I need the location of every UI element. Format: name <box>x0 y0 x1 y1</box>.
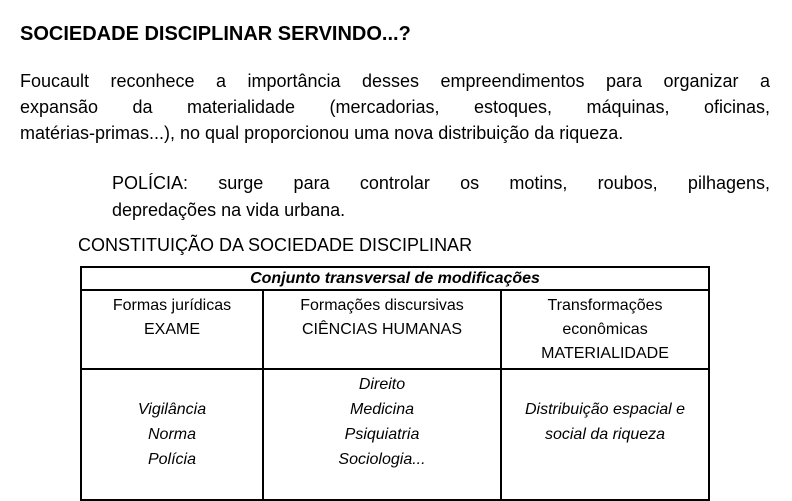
cell-distribuicao-riqueza <box>501 369 709 500</box>
cell-line: EXAME <box>143 321 200 338</box>
table-category-row <box>81 290 709 369</box>
paragraph-policia-line-1: POLÍCIA: surge para controlar os motins, roubos, pilhagens, <box>112 173 770 193</box>
cell-line: Distribuição espacial e <box>524 401 686 418</box>
paragraph-foucault-line-3: matérias-primas...), no qual proporcionou uma nova distribuição da riqueza. <box>20 123 624 143</box>
table-header-row <box>81 267 709 290</box>
cell-transformacoes-economicas <box>501 290 709 369</box>
cell-line: social da riqueza <box>544 426 666 443</box>
constitution-table-wrapper <box>80 266 770 501</box>
cell-line: Norma <box>147 426 196 443</box>
cell-line: Direito <box>358 376 406 393</box>
cell-line: Sociologia... <box>338 451 426 468</box>
cell-line: econômicas <box>562 321 648 338</box>
page-title: SOCIEDADE DISCIPLINAR SERVINDO...? <box>20 23 411 45</box>
cell-formas-juridicas <box>81 290 263 369</box>
cell-line: Transformações <box>547 297 663 314</box>
constitution-table <box>80 266 710 501</box>
cell-line: MATERIALIDADE <box>541 345 669 362</box>
cell-line: Polícia <box>147 451 197 468</box>
cell-vigilancia-norma-policia <box>81 369 263 500</box>
cell-line: Psiquiatria <box>344 426 420 443</box>
table-heading: CONSTITUIÇÃO DA SOCIEDADE DISCIPLINAR <box>78 235 473 255</box>
cell-line: Medicina <box>349 401 415 418</box>
table-detail-row <box>81 369 709 500</box>
cell-ciencias-list <box>263 369 501 500</box>
cell-line: CIÊNCIAS HUMANAS <box>301 321 463 338</box>
paragraph-policia <box>112 170 770 224</box>
cell-line: Vigilância <box>137 401 207 418</box>
paragraph-foucault-line-1: Foucault reconhece a importância desses empreendimentos para organizar a <box>20 71 770 91</box>
paragraph-policia-line-2: depredações na vida urbana. <box>112 200 346 220</box>
paragraph-foucault-line-2: expansão da materialidade (mercadorias, estoques, máquinas, oficinas, <box>20 97 770 117</box>
cell-line: Formas jurídicas <box>112 297 232 314</box>
cell-line: Formações discursivas <box>300 297 464 314</box>
paragraph-foucault <box>20 68 770 146</box>
cell-formacoes-discursivas <box>263 290 501 369</box>
table-header-cell: Conjunto transversal de modificações <box>81 267 709 290</box>
